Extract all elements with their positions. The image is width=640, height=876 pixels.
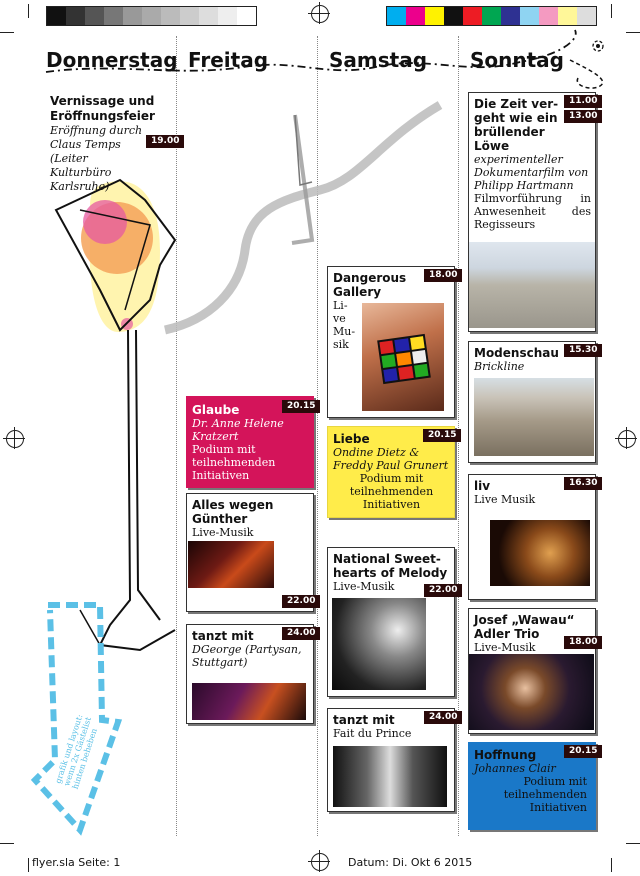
time-badge: 22.00 (282, 595, 320, 608)
guitarist-photo (469, 654, 594, 730)
time-badge: 20.15 (564, 745, 602, 758)
event-title: Hoffnung (474, 748, 537, 762)
time-badge: 24.00 (282, 627, 320, 640)
time-badge: 19.00 (146, 135, 184, 148)
time-badge: 20.15 (282, 400, 320, 413)
event-subtitle: Live-Musik (333, 580, 395, 593)
time-badge: 15.30 (564, 344, 602, 357)
time-badge: 16.30 (564, 477, 602, 490)
event-title: Vernissage und Eröffnungsfeier (50, 94, 155, 123)
singer-photo (490, 520, 590, 586)
wall-photo (474, 378, 594, 456)
event-subtitle: DGeorge (Partysan, Stuttgart) (192, 643, 302, 669)
salt-flat-photo (469, 242, 595, 328)
time-badge: 22.00 (424, 584, 462, 597)
arrow-note: grafik und layout: wenn 2x Gästelist hinten beheben (53, 713, 99, 791)
day-heading-sunday: Sonntag (470, 48, 564, 72)
event-title: Alles wegen Günther (192, 498, 274, 526)
time-badge: 24.00 (424, 711, 462, 724)
time-badge: 20.15 (423, 429, 461, 442)
time-badge: 18.00 (564, 636, 602, 649)
time-badge: 13.00 (564, 110, 602, 123)
event-title: Dangerous Gallery (333, 271, 407, 299)
dj-photo (333, 746, 447, 807)
event-subtitle: Li- ve Mu- sik (333, 299, 356, 351)
time-badge: 11.00 (564, 95, 602, 108)
party-photo (192, 683, 306, 720)
time-badge: 18.00 (424, 269, 462, 282)
event-title: liv (474, 479, 491, 493)
event-subtitle: experimenteller Dokumentarfilm von Philipp Hartmann (474, 153, 589, 192)
event-subtitle: Eröffnung durch Claus Temps (Leiter Kulturbüro Karlsruhe) (50, 124, 143, 193)
day-heading-friday: Freitag (188, 48, 269, 72)
event-title: National Sweet-hearts of Melody (333, 552, 448, 580)
event-subtitle: Live-Musik (192, 526, 254, 539)
footer-file: flyer.sla Seite: 1 (32, 856, 121, 869)
day-heading-saturday: Samstag (329, 48, 428, 72)
event-subtitle: Ondine Dietz & Freddy Paul Grunert (333, 446, 449, 472)
rubiks-cube-photo (362, 303, 444, 411)
event-subtitle: Brickline (474, 360, 525, 373)
event-subtitle: Live-Musik (474, 641, 536, 654)
event-description: Filmvorführung in Anwesenheit des Regisseurs (474, 192, 591, 231)
event-title: tanzt mit (192, 629, 254, 643)
event-title: Modenschau (474, 346, 559, 360)
event-title: Die Zeit ver-geht wie ein brüllender Löwe (474, 97, 559, 153)
event-description: Podium mit teilnehmenden Initiativen (192, 443, 276, 482)
event-subtitle: Dr. Anne Helene Kratzert (192, 417, 284, 443)
day-heading-thursday: Donnerstag (46, 48, 178, 72)
concert-photo (188, 541, 274, 588)
event-title: tanzt mit (333, 713, 395, 727)
band-photo (332, 598, 426, 690)
event-subtitle: Live Musik (474, 493, 536, 506)
footer-date: Datum: Di. Okt 6 2015 (348, 856, 473, 869)
event-title: Glaube (192, 403, 240, 417)
event-description: Podium mit teilnehmenden Initiativen (349, 472, 434, 511)
event-description: Podium mit teilnehmenden Initiativen (503, 775, 587, 814)
event-subtitle: Johannes Clair (474, 762, 556, 775)
event-title: Josef „Wawau“ Adler Trio (474, 613, 575, 641)
event-subtitle: Fait du Prince (333, 727, 412, 740)
event-title: Liebe (333, 432, 370, 446)
